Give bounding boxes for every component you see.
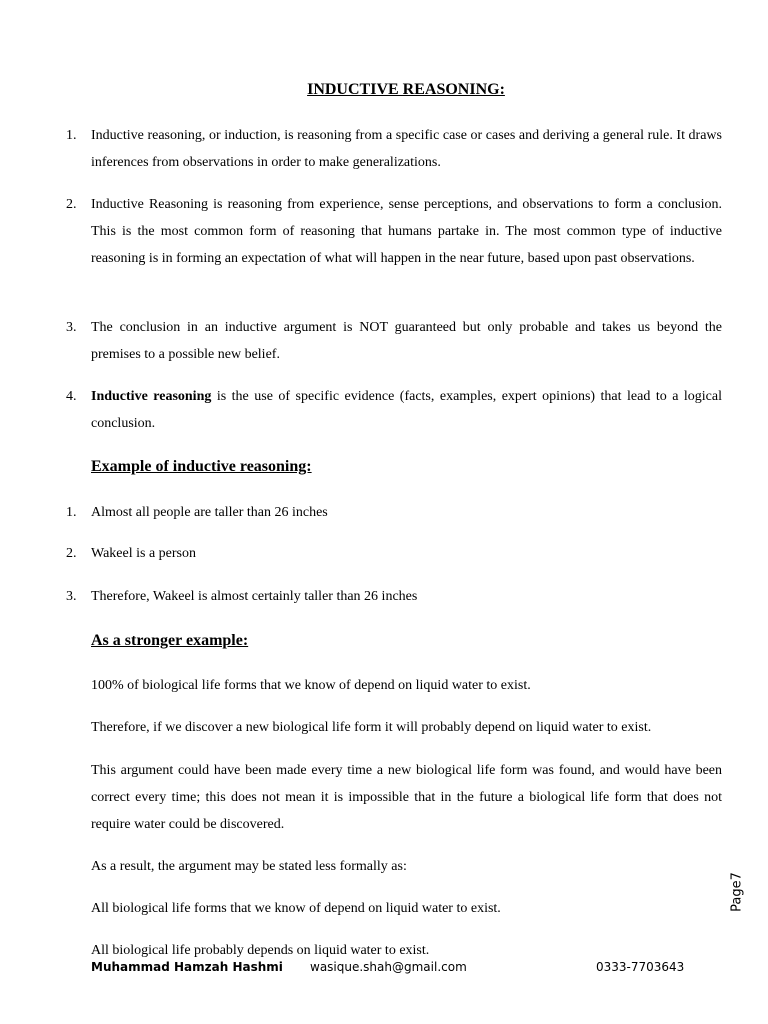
list-number: 3.	[66, 589, 77, 604]
example-item	[66, 540, 722, 567]
definition-item	[66, 314, 722, 368]
footer-author: Muhammad Hamzah Hashmi	[91, 960, 283, 974]
paragraph: All biological life forms that we know of depend on liquid water to exist.	[91, 901, 501, 916]
list-number: 2.	[66, 197, 77, 212]
list-text: The conclusion in an inductive argument is NOT guaranteed but only probable and takes us beyond the premises to a possible new belief.	[91, 320, 722, 362]
definition-item	[66, 383, 722, 437]
paragraph: All biological life probably depends on liquid water to exist.	[91, 943, 430, 958]
list-text: Wakeel is a person	[91, 546, 196, 561]
list-text: Inductive Reasoning is reasoning from experience, sense perceptions, and observations to form a conclusion. This is the most common form of reasoning that humans partake in. The most common type of inductive reasoning is in forming an expectation of what will happen in the near future, based upon past observations.	[91, 197, 722, 266]
list-number: 4.	[66, 389, 77, 404]
footer-phone: 0333-7703643	[596, 960, 685, 974]
bold-term: Inductive reasoning	[91, 389, 212, 404]
paragraph: This argument could have been made every time a new biological life form was found, and would have been correct every time; this does not mean it is impossible that in the future a biological life form that does not require water could be discovered.	[91, 763, 722, 832]
list-text	[91, 383, 722, 437]
list-text: Almost all people are taller than 26 inches	[91, 505, 328, 520]
definition-rest: is the use of specific evidence (facts, examples, expert opinions) that lead to a logical conclusion.	[91, 389, 722, 431]
paragraph: 100% of biological life forms that we know of depend on liquid water to exist.	[91, 678, 531, 693]
page-number-label: Page7	[729, 872, 745, 912]
definition-item	[66, 191, 722, 272]
page-title: INDUCTIVE REASONING:	[307, 81, 505, 98]
list-number: 3.	[66, 320, 77, 335]
example-item	[66, 499, 722, 526]
list-number: 2.	[66, 546, 77, 561]
list-number: 1.	[66, 128, 77, 143]
definition-item	[66, 122, 722, 176]
stronger-example-heading: As a stronger example:	[91, 632, 249, 649]
paragraph: Therefore, if we discover a new biological life form it will probably depend on liquid water to exist.	[91, 720, 652, 735]
example-heading: Example of inductive reasoning:	[91, 458, 312, 475]
page-number	[729, 868, 745, 916]
footer-email: wasique.shah@gmail.com	[310, 960, 467, 974]
example-item	[66, 583, 722, 610]
list-text: Therefore, Wakeel is almost certainly taller than 26 inches	[91, 589, 418, 604]
paragraph: As a result, the argument may be stated less formally as:	[91, 859, 407, 874]
list-number: 1.	[66, 505, 77, 520]
list-text: Inductive reasoning, or induction, is reasoning from a specific case or cases and deriving a general rule. It draws inferences from observations in order to make generalizations.	[91, 128, 722, 170]
